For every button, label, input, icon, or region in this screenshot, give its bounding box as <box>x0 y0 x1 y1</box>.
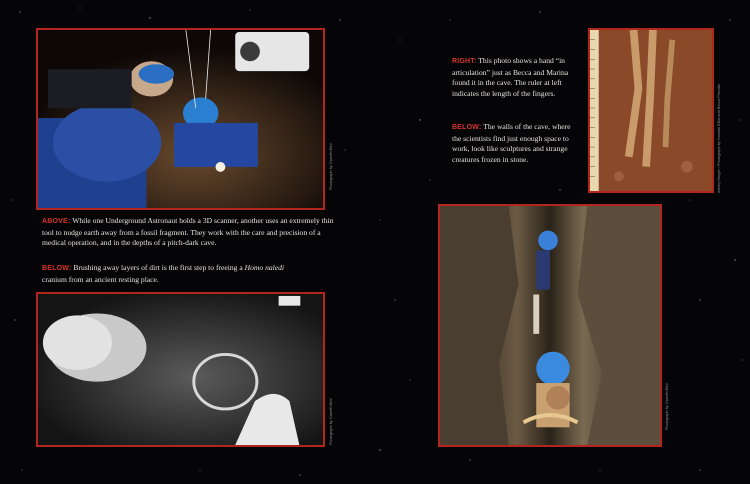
photo-fossil-hand <box>588 28 714 193</box>
caption-below-left <box>42 263 287 291</box>
photo-cranium-brushing <box>36 292 325 447</box>
caption-species-name: Homo naledi <box>244 263 285 272</box>
caption-right-lead: RIGHT: <box>452 58 477 65</box>
caption-above <box>42 216 342 255</box>
caption-below-right <box>452 122 574 171</box>
credit-bottom-left: Photograph by Garreth Bird <box>329 398 333 445</box>
credit-top-left: Photograph by Garreth Bird <box>329 143 333 190</box>
caption-right <box>452 56 574 105</box>
caption-above-text: While one Underground Astronaut holds a 3D scanner, another uses an extremely thin tool to nudge earth away from a fossil fragment. They work with the care and precision of a medical operation, and in the depths of a pitch-dark cave. <box>42 216 334 248</box>
credit-bottom-right: Photograph by Garreth Bird <box>665 383 669 430</box>
caption-right-text: This photo shows a hand “in articulation” just as Becca and Marina found it in the cave. The ruler at left indicates the length of the fingers. <box>452 56 569 98</box>
credit-top-right: Ashley Kruger / Photograph by Hannah Elliot and Becca Peixotto <box>717 83 721 193</box>
photo-scanner-excavation <box>36 28 325 210</box>
caption-below-left-lead: BELOW: <box>42 265 72 272</box>
caption-below-left-text-end: cranium from an ancient resting place. <box>42 274 159 284</box>
caption-below-right-text: The walls of the cave, where the scientists find just enough space to work, look like sculptures and strange creatures frozen in stone. <box>452 122 571 164</box>
photo-cave-walls <box>438 204 662 447</box>
caption-above-lead: ABOVE: <box>42 218 71 225</box>
caption-below-right-lead: BELOW: <box>452 124 482 131</box>
caption-below-left-text: Brushing away layers of dirt is the first step to freeing a <box>73 263 245 272</box>
